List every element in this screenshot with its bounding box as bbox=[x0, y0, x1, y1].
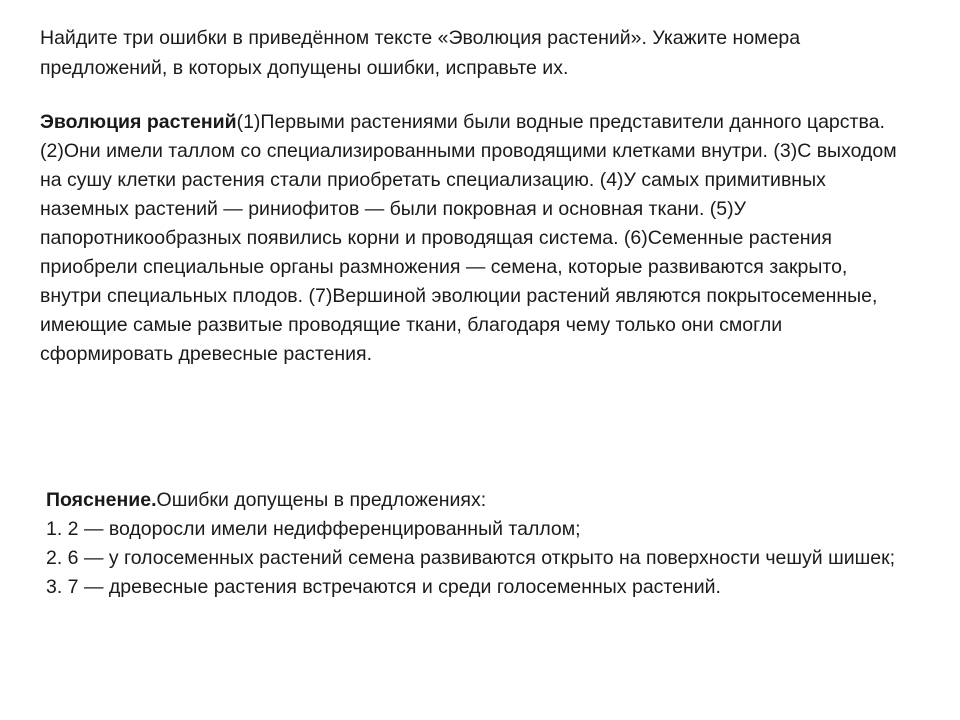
explanation-item: 1. 2 — водоросли имели недифференцированный таллом; bbox=[46, 518, 581, 540]
task-instruction: Найдите три ошибки в приведённом тексте «Эволюция растений». Укажите номера предложений, в которых допущены ошибки, исправьте их. bbox=[40, 27, 801, 79]
explanation-item: 2. 6 — у голосеменных растений семена развиваются открыто на поверхности чешуй шишек; bbox=[46, 547, 896, 569]
explanation-item: 3. 7 — древесные растения встречаются и среди голосеменных растений. bbox=[46, 576, 721, 598]
explanation-header bbox=[46, 486, 916, 515]
passage-body: (1)Первыми растениями были водные представители данного царства. (2)Они имели таллом со специализированными проводящими клетками внутри. (3)С выходом на сушу клетки растения стали приобретать специализацию. (4)У самых примитивных наземных растений — риниофитов — были покровная и основная ткани. (5)У папоротникообразных появились корни и проводящая система. (6)Семенные растения приобрели специальные органы размножения — семена, которые развиваются закрыто, внутри специальных плодов. (7)Вершиной эволюции растений являются покрытосеменные, имеющие самые развитые проводящие ткани, благодаря чему только они смогли сформировать древесные растения. bbox=[40, 111, 897, 365]
explanation-intro: Ошибки допущены в предложениях: bbox=[156, 489, 487, 511]
explanation-label: Пояснение. bbox=[46, 489, 157, 511]
passage-text bbox=[40, 108, 910, 369]
explanation-block bbox=[46, 486, 916, 602]
passage-title: Эволюция растений bbox=[40, 111, 237, 133]
